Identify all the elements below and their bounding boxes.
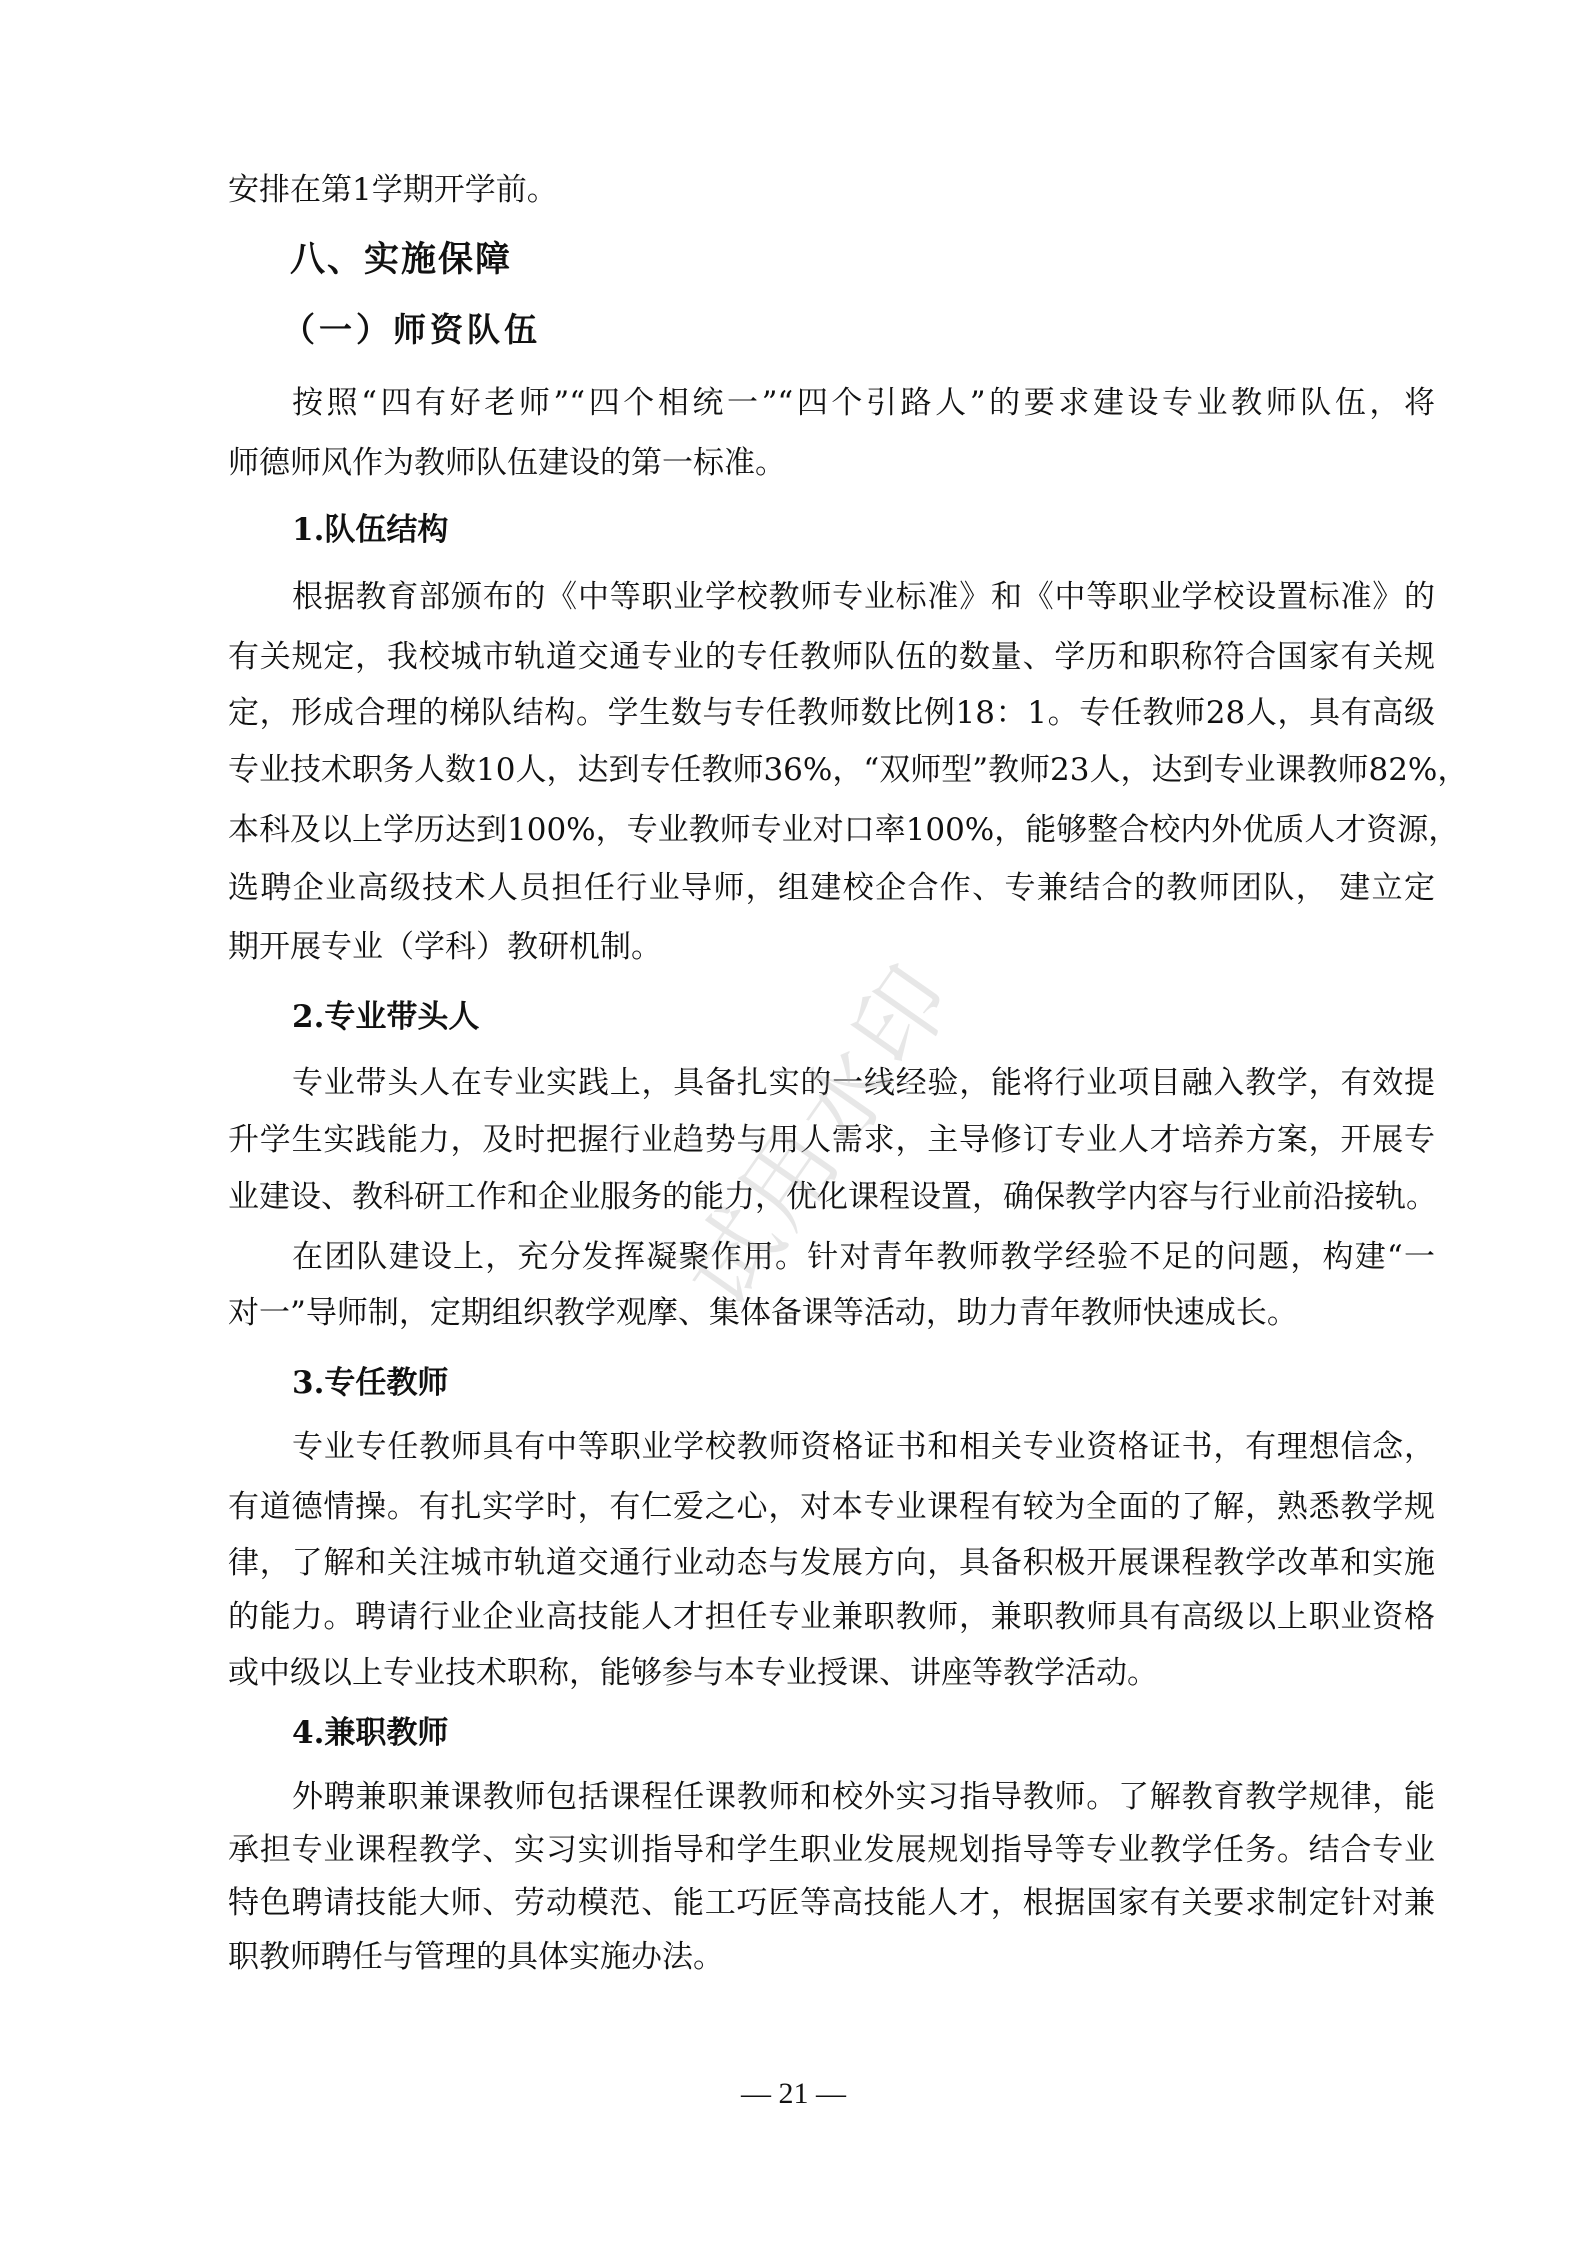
- section-heading: 八、实施保障: [290, 240, 513, 280]
- paragraph-line: 选聘企业高级技术人员担任行业导师，组建校企合作、专兼结合的教师团队， 建立定: [228, 870, 1435, 906]
- paragraph-line: 或中级以上专业技术职称，能够参与本专业授课、讲座等教学活动。: [228, 1655, 1158, 1691]
- paragraph-line: 外聘兼职兼课教师包括课程任课教师和校外实习指导教师。了解教育教学规律，能: [292, 1779, 1435, 1815]
- subsection-heading: （一）师资队伍: [282, 310, 541, 349]
- paragraph-line: 有道德情操。有扎实学时，有仁爱之心，对本专业课程有较为全面的了解，熟悉教学规: [228, 1489, 1435, 1525]
- paragraph-line: 专业专任教师具有中等职业学校教师资格证书和相关专业资格证书，有理想信念，: [292, 1429, 1435, 1465]
- paragraph-line: 有关规定，我校城市轨道交通专业的专任教师队伍的数量、学历和职称符合国家有关规: [228, 639, 1435, 675]
- item-heading-full-time-teachers: 3.专任教师: [292, 1365, 449, 1401]
- paragraph-line: 本科及以上学历达到100%，专业教师专业对口率100%，能够整合校内外优质人才资源，: [228, 812, 1460, 848]
- paragraph-line: 特色聘请技能大师、劳动模范、能工巧匠等高技能人才，根据国家有关要求制定针对兼: [228, 1885, 1435, 1921]
- page-number: — 21 —: [741, 2077, 846, 2110]
- paragraph-line: 对一”导师制，定期组织教学观摩、集体备课等活动，助力青年教师快速成长。: [228, 1295, 1298, 1331]
- paragraph-line: 在团队建设上，充分发挥凝聚作用。针对青年教师教学经验不足的问题，构建“一: [292, 1239, 1435, 1275]
- paragraph-line: 升学生实践能力，及时把握行业趋势与用人需求，主导修订专业人才培养方案，开展专: [228, 1122, 1435, 1158]
- intro-paragraph-line: 按照“四有好老师”“四个相统一”“四个引路人”的要求建设专业教师队伍，将: [292, 385, 1435, 421]
- paragraph-line: 的能力。聘请行业企业高技能人才担任专业兼职教师，兼职教师具有高级以上职业资格: [228, 1599, 1435, 1635]
- paragraph-line: 专业技术职务人数10人，达到专任教师36%，“双师型”教师23人，达到专业课教师82%，: [228, 752, 1469, 788]
- paragraph-line: 律，了解和关注城市轨道交通行业动态与发展方向，具备积极开展课程教学改革和实施: [228, 1545, 1435, 1581]
- intro-paragraph-line: 师德师风作为教师队伍建设的第一标准。: [228, 445, 786, 481]
- paragraph-line: 承担专业课程教学、实习实训指导和学生职业发展规划指导等专业教学任务。结合专业: [228, 1832, 1435, 1868]
- paragraph-line: 专业带头人在专业实践上，具备扎实的一线经验，能将行业项目融入教学，有效提: [292, 1065, 1435, 1101]
- paragraph-line: 根据教育部颁布的《中等职业学校教师专业标准》和《中等职业学校设置标准》的: [292, 579, 1435, 615]
- item-heading-part-time-teachers: 4.兼职教师: [292, 1715, 449, 1751]
- trial-watermark: 试用水印: [663, 943, 976, 1326]
- paragraph-line: 期开展专业（学科）教研机制。: [228, 929, 662, 965]
- paragraph-line: 职教师聘任与管理的具体实施办法。: [228, 1939, 724, 1975]
- item-heading-team-structure: 1.队伍结构: [292, 512, 449, 548]
- paragraph-line: 定，形成合理的梯队结构。学生数与专任教师数比例18：1。专任教师28人，具有高级: [228, 695, 1435, 731]
- lead-in-line: 安排在第1学期开学前。: [228, 172, 558, 208]
- item-heading-program-leader: 2.专业带头人: [292, 999, 480, 1035]
- paragraph-line: 业建设、教科研工作和企业服务的能力，优化课程设置，确保教学内容与行业前沿接轨。: [228, 1179, 1437, 1215]
